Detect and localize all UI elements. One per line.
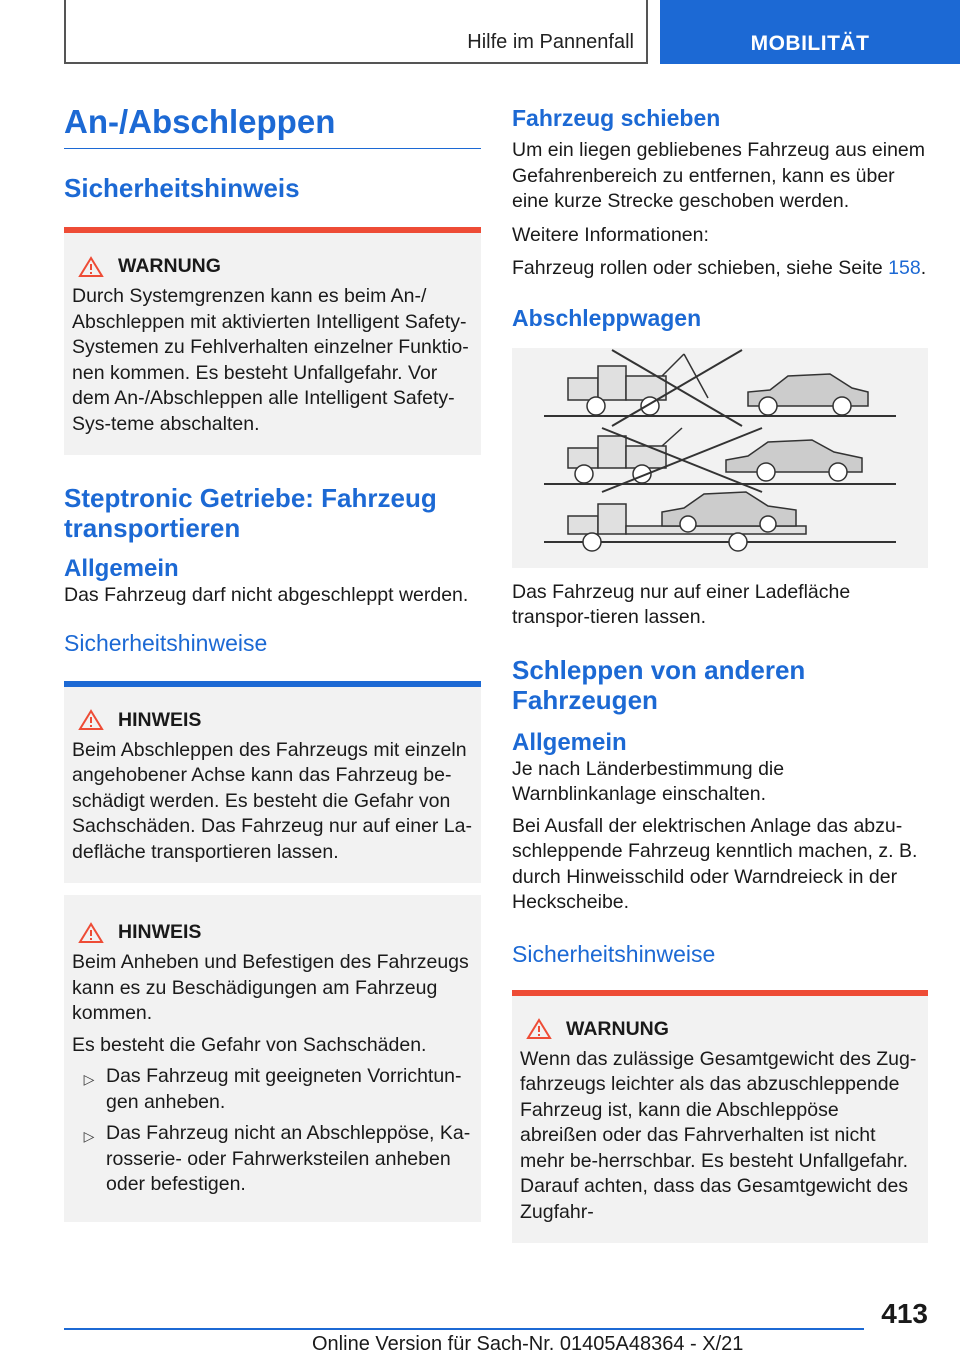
heading-sicherheitshinweise: Sicherheitshinweise <box>64 629 268 656</box>
ref-suffix: . <box>920 257 927 279</box>
left-column <box>64 100 481 1222</box>
hinweis-title-row <box>72 709 473 732</box>
warning-triangle-icon <box>526 1018 552 1040</box>
page-title: An-/Abschleppen <box>64 100 481 149</box>
header-section-title: Hilfe im Pannenfall <box>467 31 634 53</box>
warning-title-row <box>72 255 473 278</box>
warning-triangle-icon <box>78 256 104 278</box>
list-item <box>72 1121 473 1198</box>
allgemein-text-2: Bei Ausfall der elektrischen Anlage das abzu-schleppende Fahrzeug kenntlich machen, z. B. durch Hinweisschild oder Warndreieck in der Heckscheibe. <box>512 814 918 913</box>
hinweis-list <box>72 1064 473 1198</box>
header-chapter-tab: MOBILITÄT <box>660 0 960 64</box>
allgemein-text-1: Je nach Länderbestimmung die Warnblinkanlage einschalten. <box>512 757 785 805</box>
allgemein-text: Das Fahrzeug darf nicht abgeschleppt werden. <box>64 584 469 606</box>
image-caption: Das Fahrzeug nur auf einer Ladefläche transpor-tieren lassen. <box>512 580 851 628</box>
page-link[interactable]: 158 <box>888 257 921 279</box>
page-number: 413 <box>881 1298 928 1329</box>
bullet-triangle-icon: ▷ <box>83 1128 95 1144</box>
hinweis-text-1: Beim Anheben und Befestigen des Fahrzeugs kann es zu Beschädigungen am Fahrzeug kommen. <box>72 951 469 1024</box>
page-reference <box>512 256 928 282</box>
header-section-box <box>64 0 648 64</box>
hinweis-title: HINWEIS <box>118 921 202 943</box>
warning-title: WARNUNG <box>566 1017 669 1040</box>
heading-sicherheitshinweise-right: Sicherheitshinweise <box>512 940 716 967</box>
hinweis-title-row <box>72 921 473 944</box>
list-item-text: Das Fahrzeug mit geeigneten Vorrichtun-gen anheben. <box>106 1065 462 1113</box>
warning-text: Durch Systemgrenzen kann es beim An-/ Abschleppen mit aktivierten Intelligent Safety-Systemen zu Fehlverhalten einzelner Funktio-nen kommen. Es besteht Unfallgefahr. Vor dem An-/Abschleppen alle Intelligent Safety-Sys-teme abschalten. <box>72 285 469 435</box>
heading-steptronic: Steptronic Getriebe: Fahrzeug transportieren <box>64 483 437 543</box>
footer-version: Online Version für Sach-Nr. 01405A48364 - X/21 <box>312 1333 744 1355</box>
right-column <box>512 104 928 1243</box>
hinweis-title: HINWEIS <box>118 708 202 731</box>
ref-prefix: Fahrzeug rollen oder schieben, siehe Seite <box>512 257 889 279</box>
weitere-info: Weitere Informationen: <box>512 223 709 246</box>
hinweis-box-1 <box>64 681 481 884</box>
list-item <box>72 1064 473 1115</box>
warning-title-row <box>520 1018 920 1041</box>
hinweis-text: Beim Abschleppen des Fahrzeugs mit einzeln angehobener Achse kann das Fahrzeug be-schädigt werden. Es besteht die Gefahr von Sachschäden. Das Fahrzeug nur auf einer La-defläche transportieren lassen. <box>72 738 472 863</box>
hinweis-text-2: Es besteht die Gefahr von Sachschäden. <box>72 1033 427 1056</box>
warning-text: Wenn das zulässige Gesamtgewicht des Zug-fahrzeugs leichter als das abzuschleppende Fahrzeug ist, kann die Abschleppöse abreißen oder das Fahrverhalten ist nicht mehr be-herrschbar. Es besteht Unfallgefahr. Darauf achten, dass das Gesamtgewicht des Zugfahr- <box>520 1047 917 1223</box>
heading-schleppen-andere: Schleppen von anderen Fahrzeugen <box>512 654 806 715</box>
warning-triangle-icon <box>78 709 104 731</box>
heading-sicherheitshinweis: Sicherheitshinweis <box>64 173 300 203</box>
bullet-triangle-icon: ▷ <box>83 1071 95 1087</box>
list-item-text: Das Fahrzeug nicht an Abschleppöse, Ka-rosserie- oder Fahrwerksteilen anheben oder befestigen. <box>106 1122 471 1195</box>
tow-truck-illustration <box>512 348 928 568</box>
footer-divider <box>64 1328 864 1330</box>
warning-box-1 <box>64 227 481 455</box>
warning-triangle-icon <box>78 922 104 944</box>
heading-allgemein-right: Allgemein <box>512 728 627 756</box>
heading-abschleppwagen: Abschleppwagen <box>512 304 702 331</box>
heading-allgemein: Allgemein <box>64 555 179 582</box>
warning-title: WARNUNG <box>118 255 221 277</box>
hinweis-box-2 <box>64 895 481 1222</box>
heading-fahrzeug-schieben: Fahrzeug schieben <box>512 105 721 131</box>
warning-box-2 <box>512 990 928 1244</box>
tow-truck-illustration-svg <box>512 348 928 568</box>
schieben-text: Um ein liegen gebliebenes Fahrzeug aus einem Gefahrenbereich zu entfernen, kann es über eine kurze Strecke geschoben werden. <box>512 139 926 212</box>
